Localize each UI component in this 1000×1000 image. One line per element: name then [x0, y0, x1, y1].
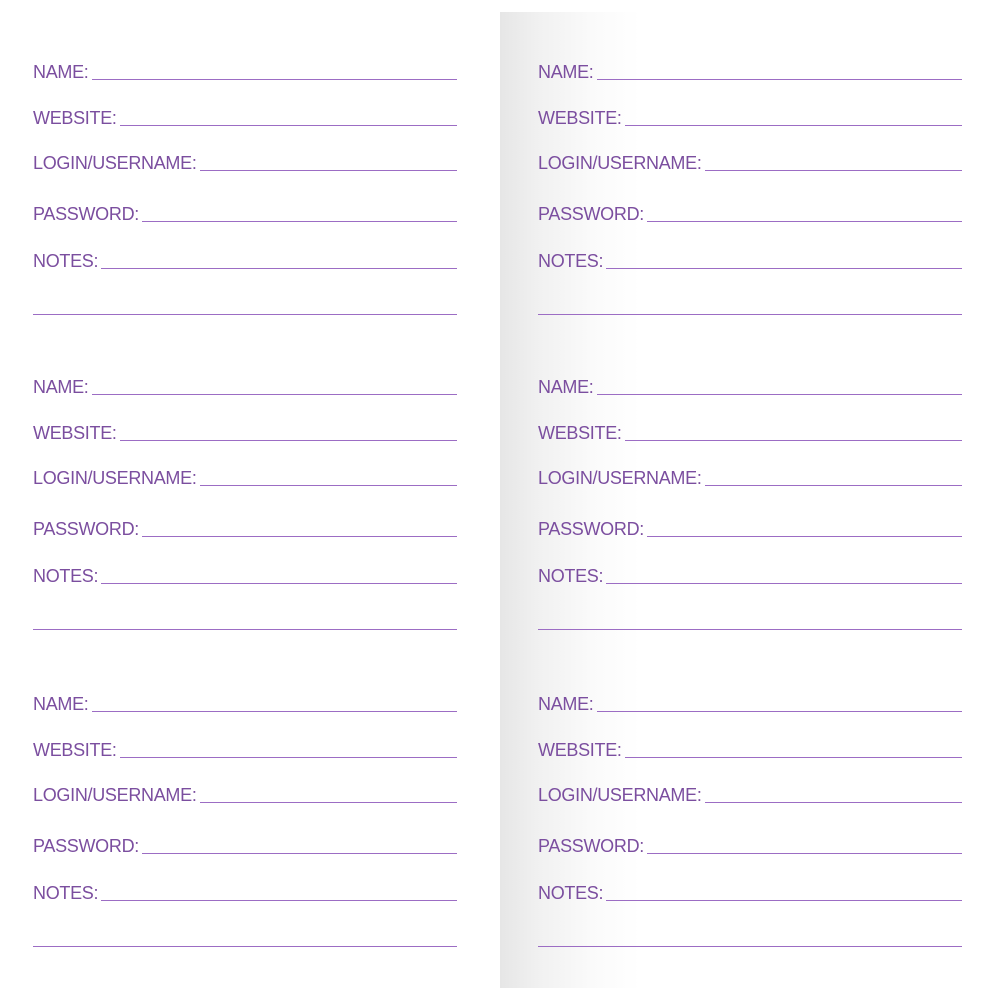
notes-extra-line[interactable]	[538, 946, 962, 947]
website-row	[538, 419, 962, 443]
password-field[interactable]	[647, 853, 962, 854]
website-label: WEBSITE:	[538, 423, 622, 443]
name-label: NAME:	[538, 377, 594, 397]
password-row	[538, 515, 962, 539]
website-label: WEBSITE:	[538, 108, 622, 128]
login-label: LOGIN/USERNAME:	[33, 785, 197, 805]
password-field[interactable]	[142, 536, 457, 537]
notes-field[interactable]	[606, 268, 962, 269]
name-label: NAME:	[538, 62, 594, 82]
name-row	[33, 373, 457, 397]
notes-row	[538, 879, 962, 903]
name-row	[538, 373, 962, 397]
login-label: LOGIN/USERNAME:	[33, 153, 197, 173]
name-field[interactable]	[92, 394, 457, 395]
notes-extra-line[interactable]	[538, 314, 962, 315]
notes-field[interactable]	[101, 900, 457, 901]
website-field[interactable]	[625, 757, 962, 758]
name-row	[538, 58, 962, 82]
login-field[interactable]	[200, 170, 457, 171]
notes-field[interactable]	[101, 268, 457, 269]
notes-extra-line[interactable]	[33, 629, 457, 630]
login-row	[33, 149, 457, 173]
password-field[interactable]	[142, 221, 457, 222]
name-field[interactable]	[597, 711, 962, 712]
password-field[interactable]	[142, 853, 457, 854]
notes-label: NOTES:	[538, 566, 604, 586]
notes-extra-line[interactable]	[538, 629, 962, 630]
notes-row	[538, 562, 962, 586]
login-row	[33, 464, 457, 488]
notes-field[interactable]	[101, 583, 457, 584]
login-label: LOGIN/USERNAME:	[538, 785, 702, 805]
password-row	[33, 200, 457, 224]
login-label: LOGIN/USERNAME:	[538, 153, 702, 173]
notes-label: NOTES:	[33, 251, 99, 271]
name-label: NAME:	[33, 694, 89, 714]
password-row	[538, 832, 962, 856]
name-row	[538, 690, 962, 714]
notes-label: NOTES:	[538, 883, 604, 903]
notes-label: NOTES:	[538, 251, 604, 271]
password-label: PASSWORD:	[33, 519, 139, 539]
website-row	[538, 104, 962, 128]
website-field[interactable]	[625, 125, 962, 126]
website-label: WEBSITE:	[538, 740, 622, 760]
login-label: LOGIN/USERNAME:	[33, 468, 197, 488]
name-field[interactable]	[597, 79, 962, 80]
notes-field[interactable]	[606, 900, 962, 901]
website-label: WEBSITE:	[33, 108, 117, 128]
login-field[interactable]	[705, 485, 962, 486]
notes-extra-line[interactable]	[33, 314, 457, 315]
notes-row	[33, 562, 457, 586]
login-label: LOGIN/USERNAME:	[538, 468, 702, 488]
website-row	[33, 736, 457, 760]
password-label: PASSWORD:	[33, 836, 139, 856]
password-label: PASSWORD:	[538, 204, 644, 224]
login-field[interactable]	[705, 802, 962, 803]
login-field[interactable]	[200, 485, 457, 486]
notes-label: NOTES:	[33, 883, 99, 903]
website-row	[33, 419, 457, 443]
name-label: NAME:	[33, 62, 89, 82]
password-row	[33, 832, 457, 856]
password-label: PASSWORD:	[538, 519, 644, 539]
website-field[interactable]	[120, 440, 457, 441]
name-field[interactable]	[597, 394, 962, 395]
name-row	[33, 690, 457, 714]
login-field[interactable]	[705, 170, 962, 171]
notes-label: NOTES:	[33, 566, 99, 586]
name-row	[33, 58, 457, 82]
password-field[interactable]	[647, 536, 962, 537]
password-field[interactable]	[647, 221, 962, 222]
name-field[interactable]	[92, 711, 457, 712]
website-field[interactable]	[625, 440, 962, 441]
password-label: PASSWORD:	[538, 836, 644, 856]
website-field[interactable]	[120, 125, 457, 126]
name-label: NAME:	[33, 377, 89, 397]
website-row	[33, 104, 457, 128]
notes-row	[538, 247, 962, 271]
login-row	[538, 464, 962, 488]
website-label: WEBSITE:	[33, 740, 117, 760]
notes-field[interactable]	[606, 583, 962, 584]
login-field[interactable]	[200, 802, 457, 803]
website-field[interactable]	[120, 757, 457, 758]
password-label: PASSWORD:	[33, 204, 139, 224]
name-label: NAME:	[538, 694, 594, 714]
login-row	[33, 781, 457, 805]
name-field[interactable]	[92, 79, 457, 80]
password-row	[33, 515, 457, 539]
notes-row	[33, 247, 457, 271]
notes-extra-line[interactable]	[33, 946, 457, 947]
website-row	[538, 736, 962, 760]
website-label: WEBSITE:	[33, 423, 117, 443]
login-row	[538, 149, 962, 173]
password-row	[538, 200, 962, 224]
login-row	[538, 781, 962, 805]
notes-row	[33, 879, 457, 903]
